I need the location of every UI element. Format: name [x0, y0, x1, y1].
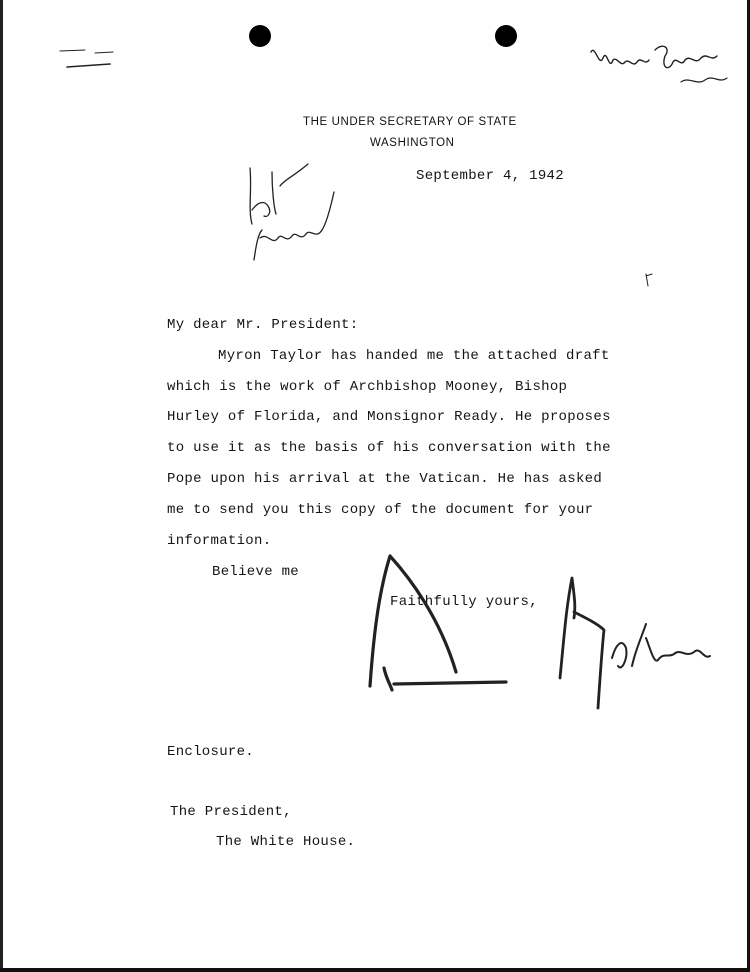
addressee-line-2: The White House. [216, 834, 356, 850]
pen-marks-top-left [55, 45, 115, 75]
body-line-1: Myron Taylor has handed me the attached draft [218, 348, 610, 364]
letterhead-office: THE UNDER SECRETARY OF STATE [303, 116, 517, 128]
letter-date: September 4, 1942 [416, 168, 564, 184]
enclosure-note: Enclosure. [167, 744, 255, 760]
body-line-6: me to send you this copy of the document for your [167, 502, 594, 518]
letterhead-city: WASHINGTON [370, 137, 455, 149]
body-line-5: Pope upon his arrival at the Vatican. He has asked [167, 471, 603, 487]
closing-believe-me: Believe me [212, 564, 300, 580]
stray-mark [640, 270, 660, 290]
scan-edge-bottom [0, 968, 750, 972]
addressee-line-1: The President, [170, 804, 292, 820]
closing-faithfully: Faithfully yours, [390, 594, 538, 610]
handwritten-file-note [238, 150, 358, 270]
punch-hole-left [249, 25, 271, 47]
body-line-2: which is the work of Archbishop Mooney, Bishop [167, 379, 568, 395]
punch-hole-right [495, 25, 517, 47]
body-line-3: Hurley of Florida, and Monsignor Ready. He proposes [167, 409, 611, 425]
signature [360, 548, 720, 718]
handwritten-note-top-right [585, 38, 745, 98]
scan-edge-left [0, 0, 3, 972]
body-line-4: to use it as the basis of his conversation with the [167, 440, 611, 456]
salutation: My dear Mr. President: [167, 317, 359, 333]
body-line-7: information. [167, 533, 272, 549]
